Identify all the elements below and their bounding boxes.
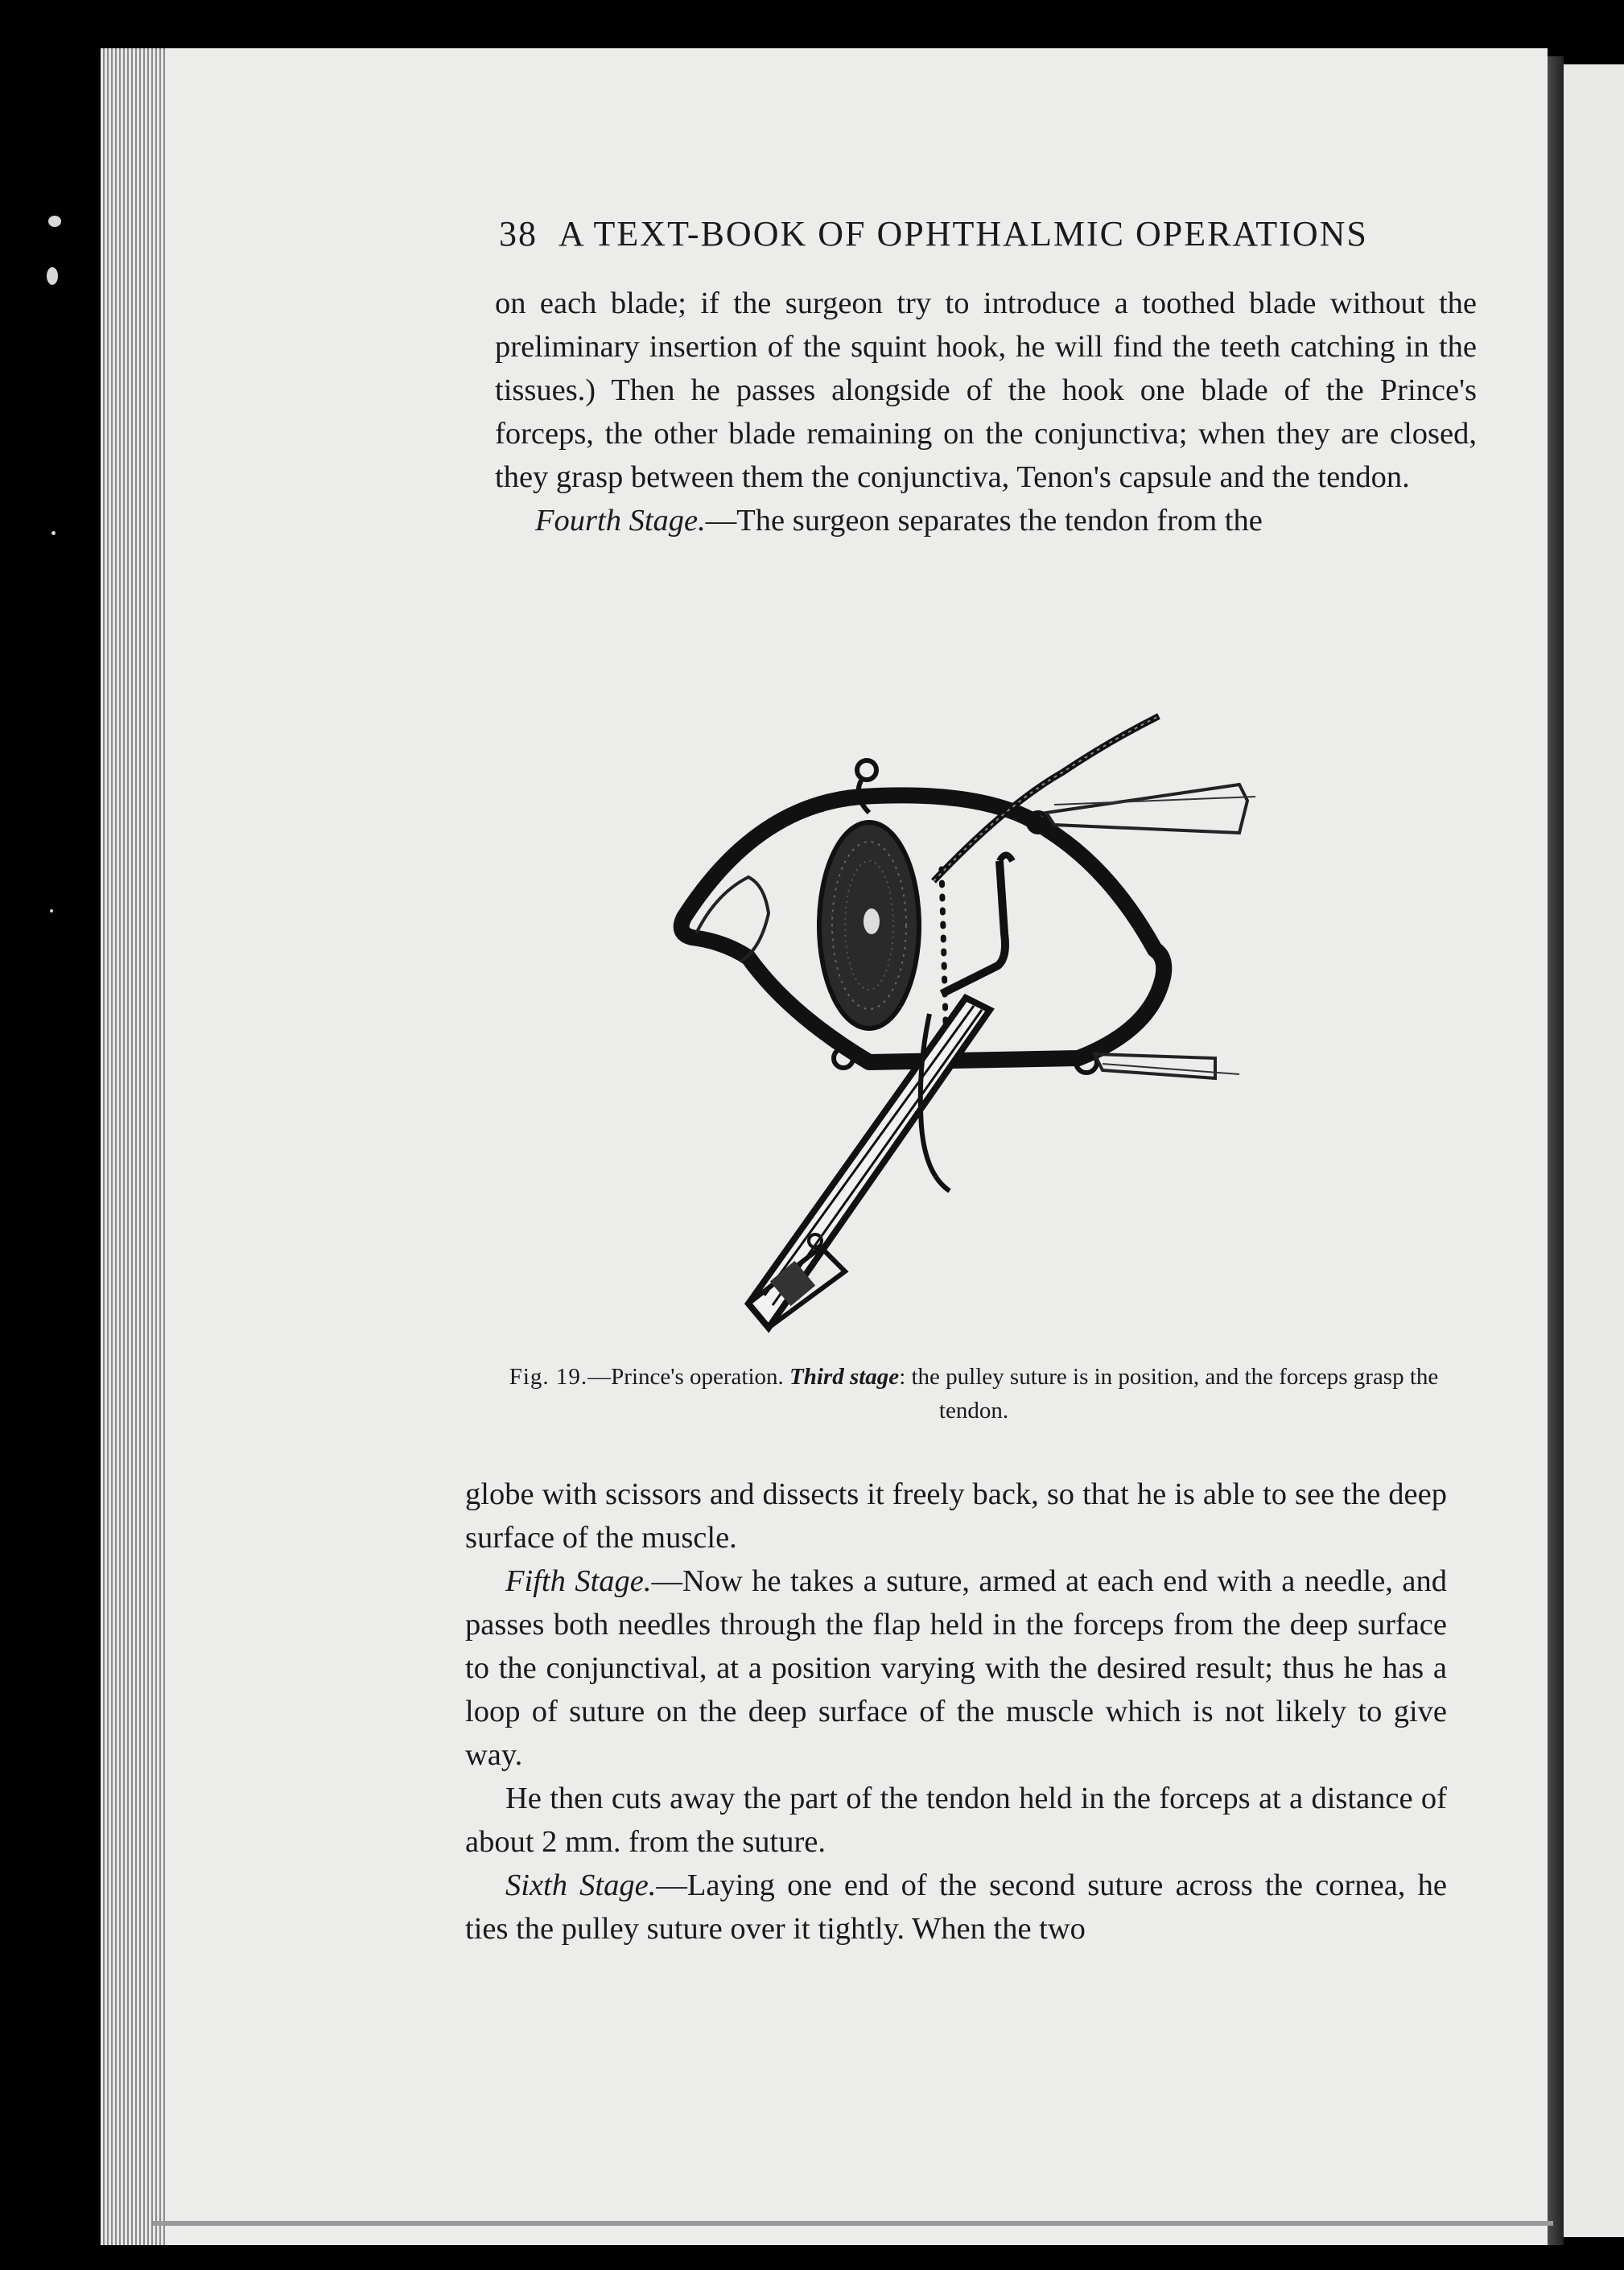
body-text-bottom [465, 1473, 1447, 1951]
paragraph [495, 499, 1477, 542]
stage-heading: Fifth Stage. [505, 1564, 652, 1598]
eye-operation-drawing [628, 692, 1320, 1376]
paragraph-text: He then cuts away the part of the tendon held in the forceps at a distance of about 2 mm. from the suture. [465, 1782, 1447, 1859]
running-head [499, 213, 1424, 254]
figure-illustration [628, 692, 1320, 1376]
figure-title: —Prince's operation. [587, 1364, 784, 1390]
page-bottom-edge [153, 2221, 1553, 2226]
paragraph [465, 1777, 1447, 1864]
page-number: 38 [499, 214, 538, 253]
paragraph [465, 1559, 1447, 1777]
book-title: A TEXT-BOOK OF OPHTHALMIC OPERATIONS [559, 214, 1368, 253]
stage-heading: Fourth Stage. [535, 504, 706, 538]
paragraph-text: on each blade; if the surgeon try to introduce a toothed blade without the preliminary insertion of the squint hook, he will find the teeth catching in the tissues.) Then he passes alongside of the hook one blade of the Prince's forceps, the other blade remaining on the conjunctiva; when they are closed, they grasp between them the conjunctiva, Tenon's capsule and the tendon. [495, 286, 1477, 494]
facing-page-edge [1564, 64, 1624, 2237]
paragraph-text: —Laying one end of the second suture across the cornea, he ties the pulley suture over it tightly. When the two [465, 1868, 1447, 1946]
caption-stage: Third stage [789, 1364, 900, 1390]
gutter-shadow [1548, 56, 1564, 2245]
paragraph-text: globe with scissors and dissects it freely back, so that he is able to see the deep surface of the muscle. [465, 1477, 1447, 1555]
figure-label: Fig. 19. [509, 1364, 588, 1390]
paragraph [465, 1864, 1447, 1951]
paragraph-text: —The surgeon separates the tendon from the [705, 504, 1263, 538]
stage-heading: Sixth Stage. [505, 1868, 657, 1902]
caption-text: : the pulley suture is in position, and the forceps grasp the tendon. [899, 1364, 1439, 1423]
figure-caption [507, 1360, 1441, 1428]
paragraph [495, 282, 1477, 499]
body-text-top [495, 282, 1477, 542]
paragraph [465, 1473, 1447, 1559]
page-edges [101, 48, 173, 2245]
paragraph-text: —Now he takes a suture, armed at each end with a needle, and passes both needles through the flap held in the forceps from the deep surface to the conjunctival, at a position varying with the desired result; thus he has a loop of suture on the deep surface of the muscle which is not likely to give way. [465, 1564, 1447, 1772]
